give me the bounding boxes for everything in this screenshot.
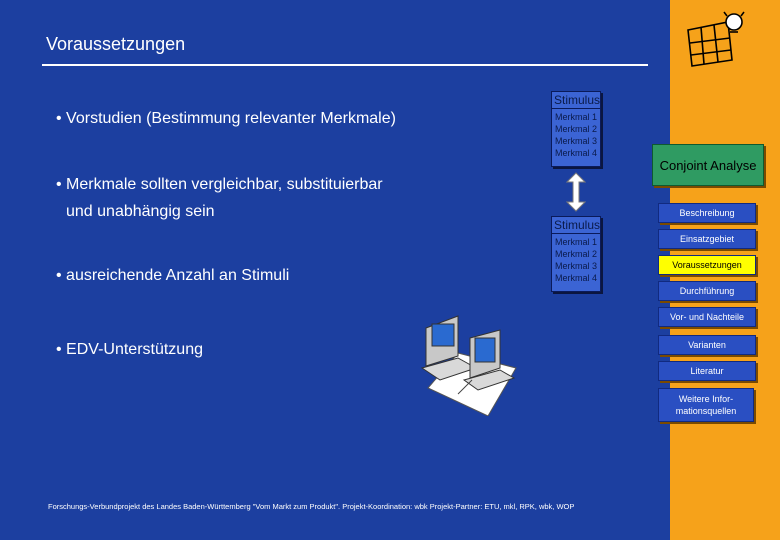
bullet-merkmale-cont: und unabhängig sein	[66, 203, 215, 220]
puzzle-lightbulb-icon	[684, 8, 754, 68]
stimulus-attribute: Merkmal 2	[555, 124, 598, 134]
footer-credits: Forschungs-Verbundprojekt des Landes Baden-Württemberg "Vom Markt zum Produkt". Projekt-Koordination: wbk Projekt-Partner: ETU, mkl, RPK, wbk, WOP	[48, 502, 575, 511]
nav-varianten[interactable]: Varianten	[658, 335, 756, 355]
stimulus-card	[551, 91, 601, 167]
nav-literatur[interactable]: Literatur	[658, 361, 756, 381]
nav-vor-und-nachteile[interactable]: Vor- und Nachteile	[658, 307, 756, 327]
bullet-vorstudien: • Vorstudien (Bestimmung relevanter Merkmale)	[56, 110, 396, 127]
stimulus-header: Stimulus	[554, 218, 601, 232]
stimulus-attribute: Merkmal 1	[555, 237, 598, 247]
stimulus-card	[551, 216, 601, 292]
stimulus-header: Stimulus	[554, 93, 601, 107]
page-title: Voraussetzungen	[46, 34, 186, 54]
double-arrow-icon	[566, 172, 586, 212]
stimulus-attribute: Merkmal 2	[555, 249, 598, 259]
nav-einsatzgebiet[interactable]: Einsatzgebiet	[658, 229, 756, 249]
nav-voraussetzungen[interactable]: Voraussetzungen	[658, 255, 756, 275]
title-divider	[42, 64, 648, 66]
bullet-edv: • EDV-Unterstützung	[56, 341, 203, 358]
computer-workstation-icon	[418, 298, 518, 416]
bullet-merkmale: • Merkmale sollten vergleichbar, substituierbar	[56, 176, 383, 193]
conjoint-analyse-header: Conjoint Analyse	[652, 144, 764, 186]
nav-weitere-informationsquellen[interactable]: Weitere Infor-mationsquellen	[658, 388, 754, 422]
stimulus-attribute: Merkmal 3	[555, 136, 598, 146]
nav-durchfuehrung[interactable]: Durchführung	[658, 281, 756, 301]
bullet-stimuli: • ausreichende Anzahl an Stimuli	[56, 267, 290, 284]
stimulus-attribute: Merkmal 4	[555, 148, 598, 158]
nav-beschreibung[interactable]: Beschreibung	[658, 203, 756, 223]
stimulus-attribute: Merkmal 1	[555, 112, 598, 122]
stimulus-attribute: Merkmal 4	[555, 273, 598, 283]
stimulus-attribute: Merkmal 3	[555, 261, 598, 271]
